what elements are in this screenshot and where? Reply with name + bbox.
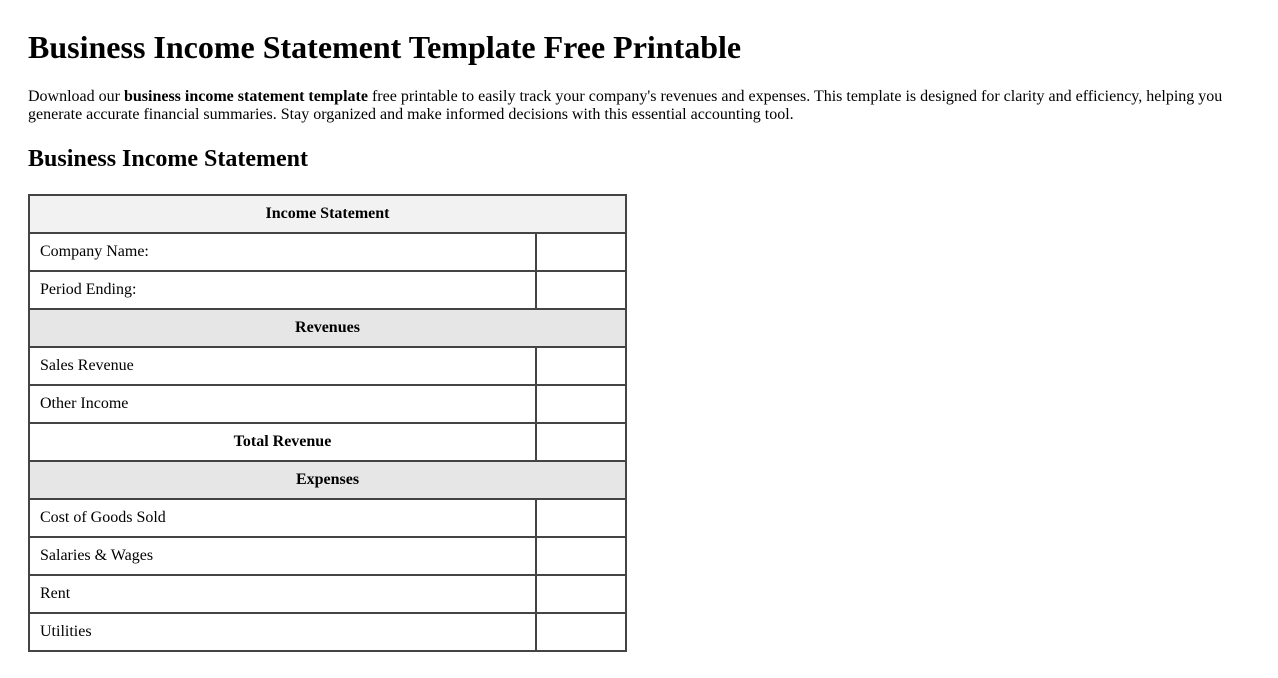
intro-paragraph	[28, 88, 1250, 124]
row-label: Period Ending:	[29, 271, 536, 309]
row-label: Cost of Goods Sold	[29, 499, 536, 537]
row-label: Utilities	[29, 613, 536, 651]
total-row	[29, 423, 626, 461]
row-label: Salaries & Wages	[29, 537, 536, 575]
table-row	[29, 385, 626, 423]
value-cell[interactable]	[536, 347, 626, 385]
row-label: Other Income	[29, 385, 536, 423]
intro-text-start: Download our	[28, 88, 124, 105]
value-cell[interactable]	[536, 499, 626, 537]
table-row	[29, 575, 626, 613]
row-label: Sales Revenue	[29, 347, 536, 385]
section-title: Business Income Statement	[28, 146, 308, 172]
table-row	[29, 347, 626, 385]
section-row	[29, 461, 626, 499]
table-row	[29, 499, 626, 537]
page-content	[0, 28, 1278, 652]
row-label: Total Revenue	[29, 423, 536, 461]
value-cell[interactable]	[536, 385, 626, 423]
section-row	[29, 309, 626, 347]
intro-text-end: free printable to easily track your company's revenues and expenses. This template is designed for clarity and efficiency, helping you generate accurate financial summaries. Stay organized and make informed decisions with this essential accounting tool.	[28, 88, 1223, 123]
section-label: Revenues	[29, 309, 626, 347]
table-header-row	[29, 195, 626, 233]
value-cell[interactable]	[536, 423, 626, 461]
row-label: Company Name:	[29, 233, 536, 271]
table-row	[29, 537, 626, 575]
row-label: Rent	[29, 575, 536, 613]
intro-text-bold: business income statement template	[123, 88, 368, 105]
page-title: Business Income Statement Template Free Printable	[28, 29, 742, 65]
table-header: Income Statement	[29, 195, 626, 233]
value-cell[interactable]	[536, 271, 626, 309]
section-label: Expenses	[29, 461, 626, 499]
value-cell[interactable]	[536, 613, 626, 651]
income-statement-table	[28, 194, 627, 652]
table-row	[29, 613, 626, 651]
value-cell[interactable]	[536, 575, 626, 613]
table-row	[29, 233, 626, 271]
value-cell[interactable]	[536, 537, 626, 575]
value-cell[interactable]	[536, 233, 626, 271]
table-row	[29, 271, 626, 309]
